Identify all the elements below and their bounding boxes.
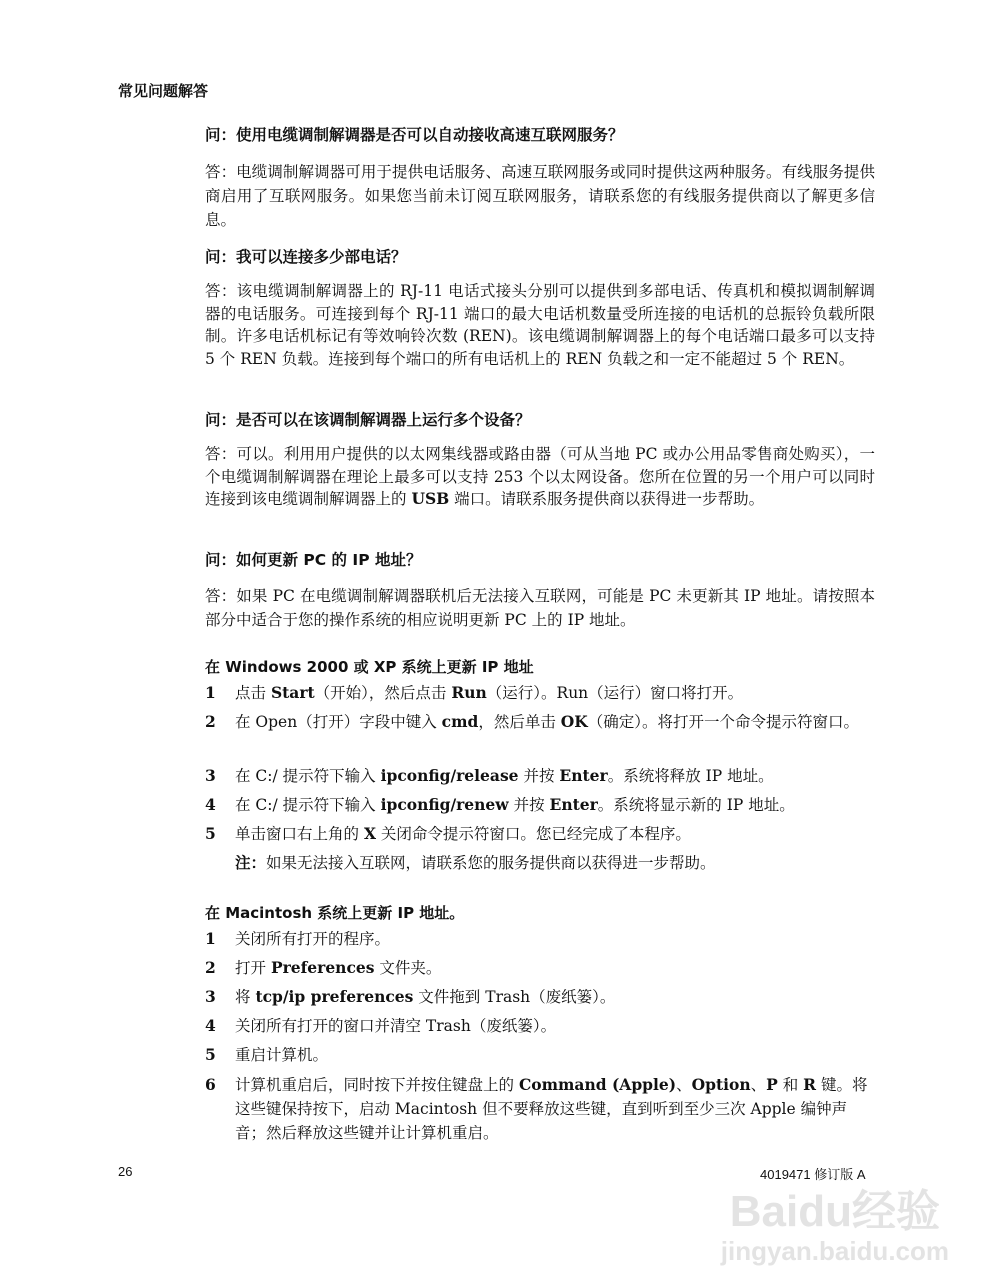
- text-segment: 关闭所有打开的窗口并清空 Trash（废纸篓）。: [235, 1017, 557, 1035]
- step-number: 6: [205, 1075, 216, 1094]
- answer-4: 答：如果 PC 在电缆调制解调器联机后无法接入互联网，可能是 PC 未更新其 IP 地址。请按照本部分中适合于您的操作系统的相应说明更新 PC 上的 IP 地址。: [205, 587, 875, 629]
- text-segment: 、: [676, 1076, 692, 1094]
- text-segment: 。系统将释放 IP 地址。: [607, 767, 774, 785]
- text-segment: 点击: [235, 684, 271, 702]
- step-number: 5: [205, 1045, 216, 1064]
- text-segment: （运行）。Run（运行）窗口将打开。: [486, 684, 744, 702]
- bold-text: Run: [451, 683, 487, 702]
- step-text: [235, 793, 875, 817]
- mac-step-3: [205, 985, 875, 1009]
- text-segment: 文件夹。: [374, 959, 442, 977]
- step-text: [235, 927, 875, 951]
- text-segment: 关闭所有打开的程序。: [235, 930, 391, 948]
- mac-step-4: [205, 1014, 875, 1038]
- step-text: [235, 1043, 875, 1067]
- bold-text: Enter: [559, 766, 608, 785]
- windows-step-5: [205, 822, 875, 846]
- windows-step-2: [205, 710, 875, 734]
- text-segment: 在 C:/ 提示符下输入: [235, 796, 381, 814]
- bold-text: cmd: [441, 712, 479, 731]
- bold-text: Preferences: [270, 958, 375, 977]
- text-segment: 端口。请联系服务提供商以获得进一步帮助。: [449, 490, 765, 508]
- step-number: 2: [205, 712, 216, 731]
- mac-step-1: [205, 927, 875, 951]
- question-2: 问：我可以连接多少部电话？: [205, 248, 407, 266]
- step-number: 4: [205, 1016, 216, 1035]
- bold-text: Option: [691, 1075, 751, 1094]
- text-segment: 计算机重启后，同时按下并按住键盘上的: [235, 1076, 519, 1094]
- question-4: 问：如何更新 PC 的 IP 地址？: [205, 551, 422, 569]
- text-segment: 。系统将显示新的 IP 地址。: [597, 796, 795, 814]
- bold-text: X: [363, 824, 376, 843]
- answer-1: 答：电缆调制解调器可用于提供电话服务、高速互联网服务或同时提供这两种服务。有线服务提供商启用了互联网服务。如果您当前未订阅互联网服务，请联系您的有线服务提供商以了解更多信息。: [205, 163, 875, 229]
- bold-text: R: [803, 1075, 817, 1094]
- bold-text: USB: [411, 489, 450, 508]
- text-segment: 打开: [235, 959, 271, 977]
- question-3: 问：是否可以在该调制解调器上运行多个设备？: [205, 411, 531, 429]
- text-segment: （开始），然后点击: [314, 684, 452, 702]
- text-segment: 在 C:/ 提示符下输入: [235, 767, 381, 785]
- mac-step-2: [205, 956, 875, 980]
- page-header: 常见问题解答: [118, 82, 209, 100]
- question-1: 问：使用电缆调制解调器是否可以自动接收高速互联网服务？: [205, 126, 624, 144]
- step-number: 4: [205, 795, 216, 814]
- step-number: 1: [205, 929, 216, 948]
- step-text: [235, 956, 875, 980]
- windows-heading: 在 Windows 2000 或 XP 系统上更新 IP 地址: [205, 658, 534, 676]
- bold-text: 注：: [235, 853, 267, 872]
- mac-step-5: [205, 1043, 875, 1067]
- text-segment: （确定）。将打开一个命令提示符窗口。: [587, 713, 860, 731]
- windows-step-4: [205, 793, 875, 817]
- step-text: [235, 985, 875, 1009]
- step-number: 3: [205, 987, 216, 1006]
- step-number: 2: [205, 958, 216, 977]
- page-number: 26: [118, 1164, 133, 1179]
- bold-text: Start: [270, 683, 315, 702]
- text-segment: 文件拖到 Trash（废纸篓）。: [413, 988, 616, 1006]
- text-segment: 如果无法接入互联网，请联系您的服务提供商以获得进一步帮助。: [266, 854, 716, 872]
- bold-text: OK: [560, 712, 588, 731]
- step-number: 3: [205, 766, 216, 785]
- text-segment: 在 Open（打开）字段中键入: [235, 713, 442, 731]
- text-segment: 单击窗口右上角的: [235, 825, 364, 843]
- mac-step-6: [205, 1073, 875, 1145]
- bold-text: tcp/ip preferences: [255, 987, 414, 1006]
- step-text: [235, 822, 875, 846]
- windows-step-3: [205, 764, 875, 788]
- step-text: [235, 681, 875, 705]
- step-number: 5: [205, 824, 216, 843]
- text-segment: 并按: [518, 767, 560, 785]
- watermark: [721, 1188, 949, 1267]
- bold-text: ipconfig/release: [380, 766, 519, 785]
- step-text: [235, 710, 875, 734]
- document-revision: 4019471 修订版 A: [760, 1167, 866, 1182]
- text-segment: 关闭命令提示符窗口。您已经完成了本程序。: [375, 825, 691, 843]
- bold-text: Enter: [549, 795, 598, 814]
- text-segment: 重启计算机。: [235, 1046, 329, 1064]
- text-segment: 答：可以。利用用户提供的以太网集线器或路由器（可从当地 PC 或办公用品零售商处购买），一个电缆调制解调器在理论上最多可以支持 253 个以太网设备。您所在位置的另一个用户可以同时连接到该电缆调制解调器上的: [205, 445, 875, 508]
- step-text: [235, 1014, 875, 1038]
- text-segment: 和: [777, 1076, 804, 1094]
- text-segment: ，然后单击: [478, 713, 561, 731]
- step-number: 1: [205, 683, 216, 702]
- windows-note: [235, 851, 716, 873]
- answer-3: [205, 443, 875, 511]
- step-text: [235, 1073, 875, 1145]
- text-segment: 将: [235, 988, 256, 1006]
- bold-text: Command (Apple): [518, 1075, 677, 1094]
- text-segment: 并按: [508, 796, 550, 814]
- bold-text: ipconfig/renew: [380, 795, 509, 814]
- step-text: [235, 764, 875, 788]
- watermark-url: jingyan.baidu.com: [720, 1236, 949, 1266]
- bold-text: P: [766, 1075, 778, 1094]
- windows-step-1: [205, 681, 875, 705]
- text-segment: 键。将这些键保持按下，启动 Macintosh 但不要释放这些键，直到听到至少三次 Apple 编钟声音；然后释放这些键并让计算机重启。: [235, 1076, 868, 1142]
- text-segment: 、: [750, 1076, 767, 1094]
- watermark-brand: Baidu经验: [729, 1187, 940, 1236]
- mac-heading: 在 Macintosh 系统上更新 IP 地址。: [205, 904, 465, 922]
- answer-2: 答：该电缆调制解调器上的 RJ-11 电话式接头分别可以提供到多部电话、传真机和模拟调制解调器的电话服务。可连接到每个 RJ-11 端口的最大电话机数量受所连接的电话机的总振铃负载所限制。许多电话机标记有等效响铃次数 (REN)。该电缆调制解调器上的每个电话端口最多可以支持 5 个 REN 负载。连接到每个端口的所有电话机上的 REN 负载之和一定不能超过 5 个 REN。: [205, 282, 875, 368]
